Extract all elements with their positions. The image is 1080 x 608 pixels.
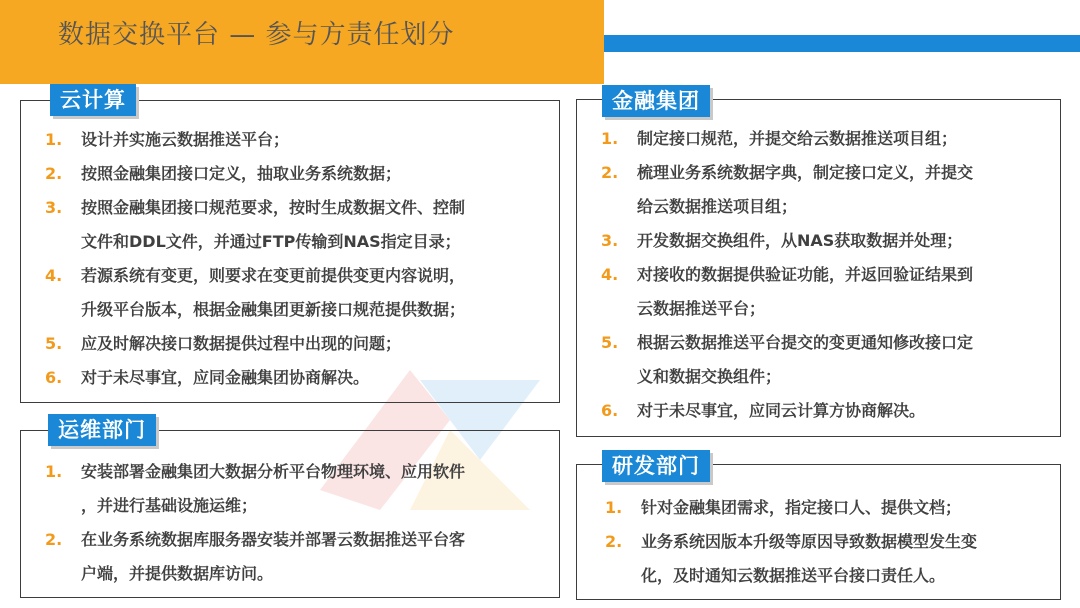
list-item-text: 梳理业务系统数据字典，制定接口定义，并提交 给云数据推送项目组； xyxy=(637,163,974,216)
list-item-text: 应及时解决接口数据提供过程中出现的问题； xyxy=(81,334,402,353)
list-item xyxy=(601,394,1051,428)
cloud-duty-list xyxy=(45,123,551,395)
list-item-text: 若源系统有变更，则要求在变更前提供变更内容说明， 升级平台版本，根据金融集团更新接口规范提供数据； xyxy=(81,266,466,319)
list-item-text: 按照金融集团接口定义，抽取业务系统数据； xyxy=(81,164,402,183)
list-item-number: 4. xyxy=(601,265,619,284)
list-item-number: 2. xyxy=(45,164,63,183)
list-item xyxy=(45,327,551,361)
list-item-number: 1. xyxy=(45,130,63,149)
list-item-number: 1. xyxy=(45,462,63,481)
list-item xyxy=(45,157,551,191)
list-item-text: 设计并实施云数据推送平台； xyxy=(81,130,290,149)
list-item xyxy=(601,224,1051,258)
list-item-text: 开发数据交换组件，从NAS获取数据并处理； xyxy=(637,231,963,250)
finance-duty-list xyxy=(601,122,1051,428)
list-item-text: 对接收的数据提供验证功能，并返回验证结果到 云数据推送平台； xyxy=(637,265,974,318)
list-item xyxy=(45,455,551,523)
list-item-number: 2. xyxy=(605,532,623,551)
list-item xyxy=(45,123,551,157)
finance-panel xyxy=(576,99,1061,437)
rd-duty-list xyxy=(605,491,1051,593)
ops-panel xyxy=(20,430,560,598)
list-item-text: 业务系统因版本升级等原因导致数据模型发生变 化，及时通知云数据推送平台接口责任人。 xyxy=(641,532,978,585)
list-item xyxy=(601,122,1051,156)
list-item xyxy=(601,258,1051,326)
ops-panel-label: 运维部门 xyxy=(48,414,156,446)
list-item-number: 3. xyxy=(601,231,619,250)
list-item-number: 5. xyxy=(45,334,63,353)
list-item-text: 在业务系统数据库服务器安装并部署云数据推送平台客 户端，并提供数据库访问。 xyxy=(81,530,466,583)
list-item xyxy=(605,525,1051,593)
list-item-number: 1. xyxy=(605,498,623,517)
list-item-number: 5. xyxy=(601,333,619,352)
ops-duty-list xyxy=(45,455,551,591)
header-accent-stripe xyxy=(604,35,1080,52)
list-item-text: 根据云数据推送平台提交的变更通知修改接口定 义和数据交换组件； xyxy=(637,333,974,386)
list-item-text: 针对金融集团需求，指定接口人、提供文档； xyxy=(641,498,962,517)
list-item xyxy=(45,523,551,591)
list-item-text: 安装部署金融集团大数据分析平台物理环境、应用软件 ，并进行基础设施运维； xyxy=(81,462,466,515)
page-title: 数据交换平台 — 参与方责任划分 xyxy=(58,20,455,50)
finance-panel-label: 金融集团 xyxy=(602,85,710,117)
list-item-text: 对于未尽事宜，应同金融集团协商解决。 xyxy=(81,368,370,387)
rd-panel-label: 研发部门 xyxy=(602,450,710,482)
list-item xyxy=(45,259,551,327)
list-item-number: 6. xyxy=(601,401,619,420)
cloud-panel xyxy=(20,100,560,403)
list-item xyxy=(605,491,1051,525)
list-item-number: 6. xyxy=(45,368,63,387)
list-item xyxy=(45,361,551,395)
rd-panel xyxy=(576,464,1061,600)
list-item-number: 2. xyxy=(45,530,63,549)
list-item xyxy=(601,156,1051,224)
list-item-text: 对于未尽事宜，应同云计算方协商解决。 xyxy=(637,401,926,420)
list-item xyxy=(601,326,1051,394)
list-item-number: 4. xyxy=(45,266,63,285)
header-bar xyxy=(0,0,604,84)
list-item-number: 2. xyxy=(601,163,619,182)
list-item-number: 1. xyxy=(601,129,619,148)
list-item-number: 3. xyxy=(45,198,63,217)
list-item xyxy=(45,191,551,259)
cloud-panel-label: 云计算 xyxy=(50,84,136,116)
list-item-text: 按照金融集团接口规范要求，按时生成数据文件、控制 文件和DDL文件，并通过FTP传输到NAS指定目录； xyxy=(81,198,466,251)
list-item-text: 制定接口规范，并提交给云数据推送项目组； xyxy=(637,129,958,148)
